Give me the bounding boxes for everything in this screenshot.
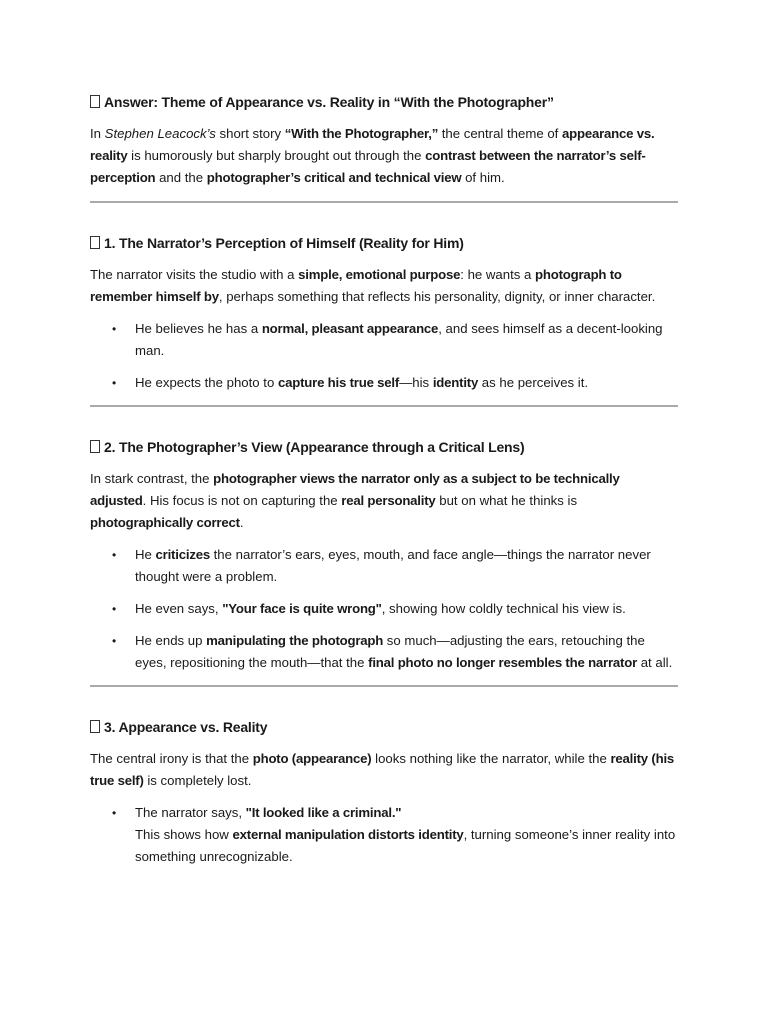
intro-paragraph: In Stephen Leacock’s short story “With the Photographer,” the central theme of appearance vs. reality is humorously but sharply brought out through the contrast between the narrator’s self-perception and the photographer’s critical and technical view of him. [90,126,655,185]
section3-paragraph: The central irony is that the photo (appearance) looks nothing like the narrator, while the reality (his true self) is completely lost. [90,751,675,788]
list-item: • He expects the photo to capture his true self—his identity as he perceives it. [90,372,678,394]
section2-paragraph: In stark contrast, the photographer views the narrator only as a subject to be technically adjusted. His focus is not on capturing the real personality but on what he thinks is photographically correct. [90,471,620,530]
section-heading-1: 1. The Narrator’s Perception of Himself (Reality for Him) [90,233,678,253]
section1-paragraph: The narrator visits the studio with a simple, emotional purpose: he wants a photograph to remember himself by, perhaps something that reflects his personality, dignity, or inner character. [90,267,656,304]
page-title: Answer: Theme of Appearance vs. Reality in “With the Photographer” [90,92,678,112]
section3-list [90,802,678,868]
section1-list [90,318,678,394]
section2-list [90,544,678,674]
list-item: • He believes he has a normal, pleasant appearance, and sees himself as a decent-looking man. [90,318,678,362]
box-glyph-icon [90,95,100,108]
list-item: • The narrator says, "It looked like a criminal." This shows how external manipulation distorts identity, turning someone’s inner reality into something unrecognizable. [90,802,678,868]
list-item: • He ends up manipulating the photograph so much—adjusting the ears, retouching the eyes, repositioning the mouth—that the final photo no longer resembles the narrator at all. [90,630,678,674]
list-item: • He even says, "Your face is quite wrong", showing how coldly technical his view is. [90,598,678,620]
list-item: • He criticizes the narrator’s ears, eyes, mouth, and face angle—things the narrator never thought were a problem. [90,544,678,588]
section-heading-2: 2. The Photographer’s View (Appearance through a Critical Lens) [90,437,678,457]
box-glyph-icon [90,236,100,249]
box-glyph-icon [90,440,100,453]
section-heading-3: 3. Appearance vs. Reality [90,717,678,737]
box-glyph-icon [90,720,100,733]
